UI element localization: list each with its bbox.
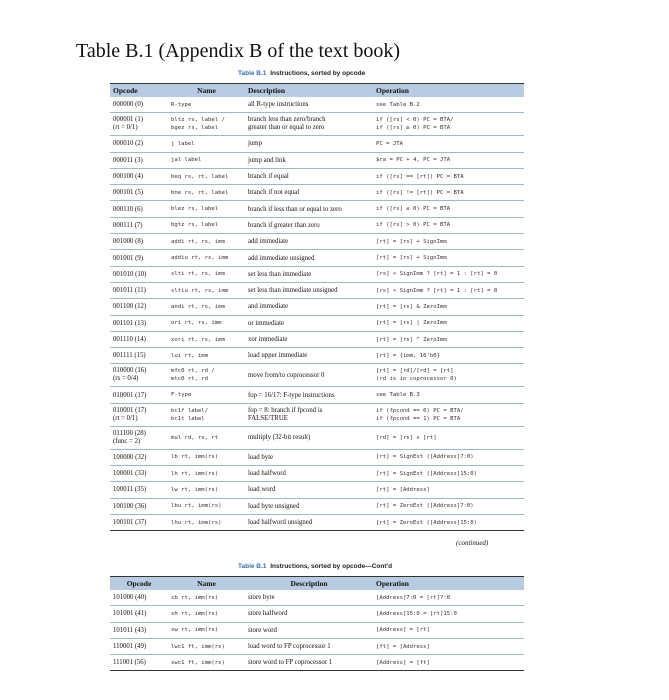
description-cell: add immediate unsigned xyxy=(245,250,373,266)
table-row xyxy=(110,234,524,250)
opcode-cell: 101011 (43) xyxy=(110,622,168,638)
page-heading: Table B.1 (Appendix B of the text book) xyxy=(76,40,401,62)
operation-cell: [rd] = [rs] x [rt] xyxy=(373,426,524,449)
table-row xyxy=(110,217,524,233)
table-row xyxy=(110,498,524,514)
table-row xyxy=(110,387,524,403)
operation-cell: if ([rs] ≤ 0) PC = BTA xyxy=(373,201,524,217)
table-row xyxy=(110,282,524,298)
description-cell: load halfword xyxy=(245,466,373,482)
name-cell: bne rs, rt, label xyxy=(168,185,245,201)
description-cell: load word to FP coprocessor 1 xyxy=(245,638,373,654)
opcode-cell: 100000 (32) xyxy=(110,449,168,465)
col-name: Name xyxy=(168,84,245,98)
operation-cell: [rs] < SignImm ? [rt] = 1 : [rt] = 0 xyxy=(373,282,524,298)
operation-cell: if ([rs] > 0) PC = BTA xyxy=(373,217,524,233)
operation-cell: [rt] = [rd]/[rd] = [rt] (rd is in coprocessor 0) xyxy=(373,364,524,387)
operation-cell: [rt] = [Address] xyxy=(373,482,524,498)
description-cell: xor immediate xyxy=(245,331,373,347)
col-operation: Operation xyxy=(373,84,524,98)
name-cell: mul rd, rs, rt xyxy=(168,426,245,449)
name-cell: jal label xyxy=(168,152,245,168)
table-row xyxy=(110,466,524,482)
table-row xyxy=(110,590,524,606)
operation-cell: [rs] < SignImm ? [rt] = 1 : [rt] = 0 xyxy=(373,266,524,282)
operation-cell: [rt] = ZeroExt ([Address]15:0) xyxy=(373,514,524,530)
description-cell: jump and link xyxy=(245,152,373,168)
opcode-cell: 010001 (17) (rt = 0/1) xyxy=(110,403,168,426)
table-row xyxy=(110,185,524,201)
operation-cell: [rt] = [rs] | ZeroImm xyxy=(373,315,524,331)
name-cell: xori rt, rs, imm xyxy=(168,331,245,347)
opcode-cell: 111001 (56) xyxy=(110,655,168,671)
instructions-table-continued xyxy=(110,576,524,671)
table-row xyxy=(110,426,524,449)
name-cell: sb rt, imm(rs) xyxy=(171,594,219,601)
col-description: Description xyxy=(245,577,373,591)
table-row xyxy=(110,136,524,152)
operation-cell: [Address]15:0 = [rt]15:0 xyxy=(373,606,524,622)
opcode-cell: 001000 (8) xyxy=(110,234,168,250)
table-row xyxy=(110,606,524,622)
name-cell: lbu rt, imm(rs) xyxy=(168,498,245,514)
description-cell: branch less than zero/branch greater than or equal to zero xyxy=(245,113,373,136)
description-cell: load upper immediate xyxy=(245,348,373,364)
table-row xyxy=(110,655,524,671)
name-cell: mfc0 rt, rd / mtc0 rt, rd xyxy=(168,364,245,387)
description-cell: all R-type instructions xyxy=(248,101,309,109)
continued-note: (continued) xyxy=(456,539,489,547)
opcode-cell: 011100 (28) (func = 2) xyxy=(110,426,168,449)
description-cell: set less than immediate unsigned xyxy=(245,282,373,298)
description-cell: or immediate xyxy=(245,315,373,331)
opcode-cell: 100011 (35) xyxy=(110,482,168,498)
opcode-cell: 001001 (9) xyxy=(110,250,168,266)
opcode-cell: 000001 (1) (rt = 0/1) xyxy=(110,113,168,136)
name-cell: addiu rt, rs, imm xyxy=(168,250,245,266)
description-cell: store byte xyxy=(248,594,275,602)
name-cell: beq rs, rt, label xyxy=(168,168,245,184)
description-cell: fop = 16/17: F-type instructions xyxy=(245,387,373,403)
col-description: Description xyxy=(245,84,373,98)
opcode-cell: 000101 (5) xyxy=(110,185,168,201)
operation-cell: if ([rs] == [rt]) PC = BTA xyxy=(373,168,524,184)
operation-cell: [rt] = [rs] + SignImm xyxy=(373,250,524,266)
name-cell: lh rt, imm(rs) xyxy=(168,466,245,482)
opcode-cell: 000111 (7) xyxy=(110,217,168,233)
operation-cell: if ([rs] != [rt]) PC = BTA xyxy=(373,185,524,201)
opcode-cell: 001110 (14) xyxy=(110,331,168,347)
table-row xyxy=(110,482,524,498)
name-cell: ori rt, rs, imm xyxy=(168,315,245,331)
opcode-cell: 101001 (41) xyxy=(110,606,168,622)
operation-cell: [rt] = {imm, 16'b0} xyxy=(373,348,524,364)
name-cell: addi rt, rs, imm xyxy=(168,234,245,250)
name-cell: sltiu rt, rs, imm xyxy=(168,282,245,298)
description-cell: store halfword xyxy=(245,606,373,622)
table-row xyxy=(110,364,524,387)
col-opcode: Opcode xyxy=(110,84,168,98)
operation-cell: see Table B.2 xyxy=(376,101,420,108)
operation-cell: see Table B.3 xyxy=(373,387,524,403)
table-row xyxy=(110,201,524,217)
description-cell: branch if equal xyxy=(245,168,373,184)
opcode-cell: 000000 (0) xyxy=(113,101,144,109)
table-row xyxy=(110,168,524,184)
opcode-cell: 001010 (10) xyxy=(110,266,168,282)
name-cell: swc1 ft, imm(rs) xyxy=(168,655,245,671)
description-cell: move from/to coprocessor 0 xyxy=(245,364,373,387)
opcode-cell: 110001 (49) xyxy=(110,638,168,654)
instructions-table-body xyxy=(110,97,524,531)
description-cell: branch if less than or equal to zero xyxy=(245,201,373,217)
operation-cell: [Address] = [ft] xyxy=(373,655,524,671)
operation-cell: if ([rs] < 0) PC = BTA/ if ([rs] ≥ 0) PC = BTA xyxy=(373,113,524,136)
name-cell: andi rt, rs, imm xyxy=(168,299,245,315)
opcode-cell: 100101 (37) xyxy=(110,514,168,530)
opcode-cell: 001011 (11) xyxy=(110,282,168,298)
opcode-cell: 010000 (16) (rs = 0/4) xyxy=(110,364,168,387)
opcode-cell: 001100 (12) xyxy=(110,299,168,315)
operation-cell: if (fpcond == 0) PC = BTA/ if (fpcond == 1) PC = BTA xyxy=(373,403,524,426)
table-row xyxy=(110,622,524,638)
table1-caption-text: Instructions, sorted by opcode xyxy=(270,70,366,77)
opcode-cell: 000011 (3) xyxy=(110,152,168,168)
table-row xyxy=(110,514,524,530)
col-opcode: Opcode xyxy=(110,577,168,591)
operation-cell: PC = JTA xyxy=(373,136,524,152)
operation-cell: [Address] = [rt] xyxy=(373,622,524,638)
name-cell: lwc1 ft, imm(rs) xyxy=(168,638,245,654)
name-cell: lhu rt, imm(rs) xyxy=(168,514,245,530)
name-cell: j label xyxy=(168,136,245,152)
col-name: Name xyxy=(168,577,245,591)
opcode-cell: 010001 (17) xyxy=(110,387,168,403)
description-cell: load halfword unsigned xyxy=(245,514,373,530)
opcode-cell: 001111 (15) xyxy=(110,348,168,364)
operation-cell: [ft] = [Address] xyxy=(373,638,524,654)
description-cell: fop = 8: branch if fpcond is FALSE/TRUE xyxy=(245,403,373,426)
table-row xyxy=(110,315,524,331)
opcode-cell: 001101 (13) xyxy=(110,315,168,331)
table-row xyxy=(110,348,524,364)
description-cell: branch if not equal xyxy=(245,185,373,201)
operation-cell: [rt] = ZeroExt ([Address]7:0) xyxy=(373,498,524,514)
opcode-cell: 100100 (36) xyxy=(110,498,168,514)
table2-caption-label: Table B.1 xyxy=(238,563,267,570)
table2-caption-text: Instructions, sorted by opcode—Cont'd xyxy=(270,563,393,570)
operation-cell: [rt] = SignExt ([Address]15:0) xyxy=(373,466,524,482)
name-cell: lui rt, imm xyxy=(168,348,245,364)
description-cell: set less than immediate xyxy=(245,266,373,282)
operation-cell: $ra = PC + 4, PC = JTA xyxy=(373,152,524,168)
name-cell: bc1f label/ bc1t label xyxy=(168,403,245,426)
name-cell: lw rt, imm(rs) xyxy=(168,482,245,498)
opcode-cell: 000100 (4) xyxy=(110,168,168,184)
name-cell: sh rt, imm(rs) xyxy=(168,606,245,622)
name-cell: sw rt, imm(rs) xyxy=(168,622,245,638)
name-cell: F-type xyxy=(168,387,245,403)
description-cell: load byte xyxy=(245,449,373,465)
table-row xyxy=(110,331,524,347)
table-row xyxy=(110,449,524,465)
operation-cell: [Address]7:0 = [rt]7:0 xyxy=(376,594,451,601)
description-cell: multiply (32-bit result) xyxy=(245,426,373,449)
table2-caption xyxy=(238,563,392,570)
name-cell: bltz rs, label / bgez rs, label xyxy=(168,113,245,136)
operation-cell: [rt] = [rs] + SignImm xyxy=(373,234,524,250)
opcode-cell: 000010 (2) xyxy=(110,136,168,152)
opcode-cell: 000110 (6) xyxy=(110,201,168,217)
table-row xyxy=(110,403,524,426)
operation-cell: [rt] = SignExt ([Address]7:0) xyxy=(373,449,524,465)
opcode-cell: 101000 (40) xyxy=(113,594,147,602)
description-cell: load word xyxy=(245,482,373,498)
description-cell: store word to FP coprocessor 1 xyxy=(245,655,373,671)
name-cell: slti rt, rs, imm xyxy=(168,266,245,282)
operation-cell: [rt] = [rs] ^ ZeroImm xyxy=(373,331,524,347)
description-cell: load byte unsigned xyxy=(245,498,373,514)
table1-caption-label: Table B.1 xyxy=(238,70,267,77)
table-row xyxy=(110,97,524,113)
table-row xyxy=(110,250,524,266)
description-cell: branch if greater than zero xyxy=(245,217,373,233)
operation-cell: [rt] = [rs] & ZeroImm xyxy=(373,299,524,315)
instructions-table-continued-body xyxy=(110,590,524,671)
description-cell: store word xyxy=(245,622,373,638)
opcode-cell: 100001 (33) xyxy=(110,466,168,482)
description-cell: jump xyxy=(245,136,373,152)
table-row xyxy=(110,638,524,654)
table-row xyxy=(110,113,524,136)
name-cell: lb rt, imm(rs) xyxy=(168,449,245,465)
col-operation: Operation xyxy=(373,577,524,591)
table-row xyxy=(110,299,524,315)
table1-caption xyxy=(238,70,365,77)
table-row xyxy=(110,152,524,168)
description-cell: add immediate xyxy=(245,234,373,250)
description-cell: and immediate xyxy=(245,299,373,315)
name-cell: R-type xyxy=(171,101,192,108)
table-row xyxy=(110,266,524,282)
instructions-table xyxy=(110,83,524,531)
name-cell: blez rs, label xyxy=(168,201,245,217)
name-cell: bgtz rs, label xyxy=(168,217,245,233)
